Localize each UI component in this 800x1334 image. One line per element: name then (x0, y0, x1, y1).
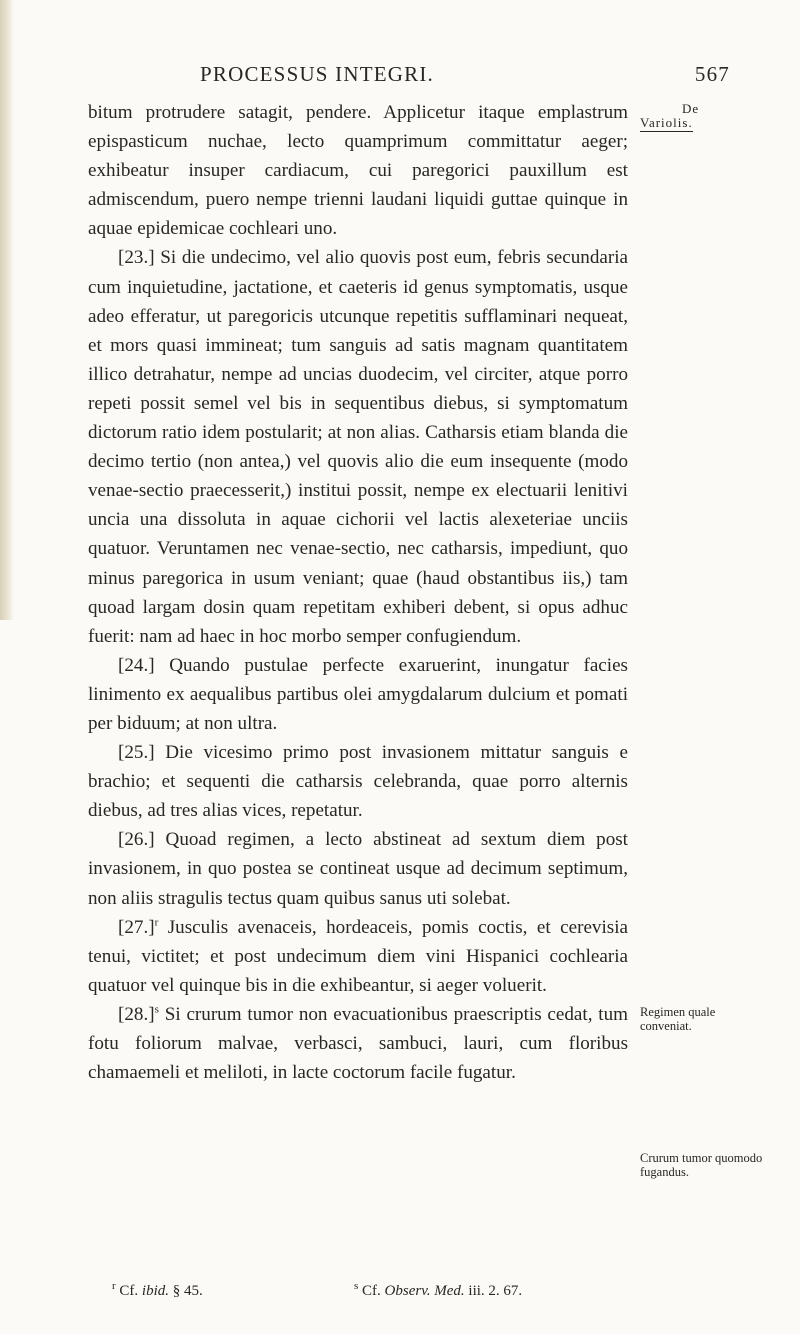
footnote-mark-r: r (154, 916, 159, 929)
margin-note-crurum: Crurum tumor quomodo fugandus. (640, 1151, 763, 1179)
paragraph-26: [26.] Quoad regimen, a lecto abstineat ad sextum diem post invasionem, in quo postea se contineat usque ad decimum septimum, non aliis stragulis tectus quam quibus sanus uti solebat. (88, 829, 628, 909)
margin-note-de: De (682, 101, 700, 116)
main-text (88, 98, 628, 1087)
footnote-s-cf: Cf. (362, 1283, 381, 1299)
paragraph-27-text: Jusculis avenaceis, hordeaceis, pomis coctis, et cerevisia tenui, victitet; et post undecimum diem vini Hispanici cochlearia quatuor vel quinque bis in die exhibeantur, si aeger voluerit. (88, 916, 628, 996)
margin-note-variolis: Variolis. (640, 115, 693, 130)
footnote-r-ref: § 45. (172, 1283, 203, 1299)
paragraph-23: [23.] Si die undecimo, vel alio quovis post eum, febris secundaria cum inquietudine, jactatione, et caeteris id genus symptomatis, usque adeo efferatur, ut paregoricis utcunque repetitis sufflaminari nequeat, et mors quasi immineat; tum sanguis ad satis magnam quantitatem illico detrahatur, nempe ad uncias duodecim, vel circiter, atque porro repeti possit semel vel bis in sequentibus diebus, si symptomatum dictorum ratio idem postularit; at non alias. Catharsis etiam blanda die decimo tertio (non antea,) vel quovis alio die eum insequente (modo venae-sectio praecesserit,) institui possit, nempe ex electuarii lenitivi uncia una dissoluta in aquae cichorii vel lactis alexeteriae unciis quatuor. Veruntamen nec venae-sectio, nec catharsis, impediunt, quo minus paregorica in usum veniant; quae (haud obstantibus iis,) tam quoad largam dosin quam repetitam exhiberi debent, si opus adhuc fuerit: nam ad haec in hoc morbo semper confugiendum. (88, 247, 628, 647)
margin-note-regimen: Regimen quale conveniat. (640, 1005, 716, 1033)
paragraph-24: [24.] Quando pustulae perfecte exaruerint, inungatur facies linimento ex aequalibus partibus olei amygdalarum dulcium et pomati per biduum; at non ultra. (88, 654, 628, 734)
footnote-r-cf: Cf. (119, 1283, 139, 1299)
paragraph-continuation: bitum protrudere satagit, pendere. Applicetur itaque emplastrum epispasticum nuchae, lecto quamprimum committatur aeger; exhibeatur insuper cardiacum, cui paregorici pauxillum est admiscendum, puero nempe trienni laudani liquidi guttae quinque in aquae epidemicae cochleari uno. (88, 102, 628, 240)
paragraph-25: [25.] Die vicesimo primo post invasionem mittatur sanguis e brachio; et sequenti die catharsis celebranda, quae porro alternis diebus, ad tres alias vices, repetatur. (88, 742, 628, 822)
paragraph-28 (88, 1000, 628, 1087)
footnote-s-ref: iii. 2. 67. (468, 1283, 523, 1299)
footnote-s-mark: s (354, 1280, 359, 1292)
footnote-s (354, 1280, 523, 1300)
running-title: PROCESSUS INTEGRI. (200, 62, 434, 86)
paragraph-27 (88, 913, 628, 1000)
footnote-mark-s: s (154, 1003, 159, 1016)
footnote-r-source: ibid. (141, 1283, 170, 1299)
page-edge-shadow (0, 0, 14, 620)
footnote-r (112, 1280, 203, 1300)
paragraph-28-number: [28.] (118, 1003, 155, 1025)
page-number: 567 (694, 62, 730, 86)
paragraph-28-text: Si crurum tumor non evacuationibus praescriptis cedat, tum fotu foliorum malvae, verbasci, sambuci, lauri, cum floribus chamaemeli et meliloti, in lacte coctorum facile fugatur. (88, 1003, 629, 1084)
footnote-r-mark: r (112, 1280, 116, 1292)
paragraph-27-number: [27.] (118, 916, 155, 938)
margin-note-de-variolis (640, 102, 770, 132)
footnote-s-source: Observ. Med. (384, 1283, 465, 1299)
